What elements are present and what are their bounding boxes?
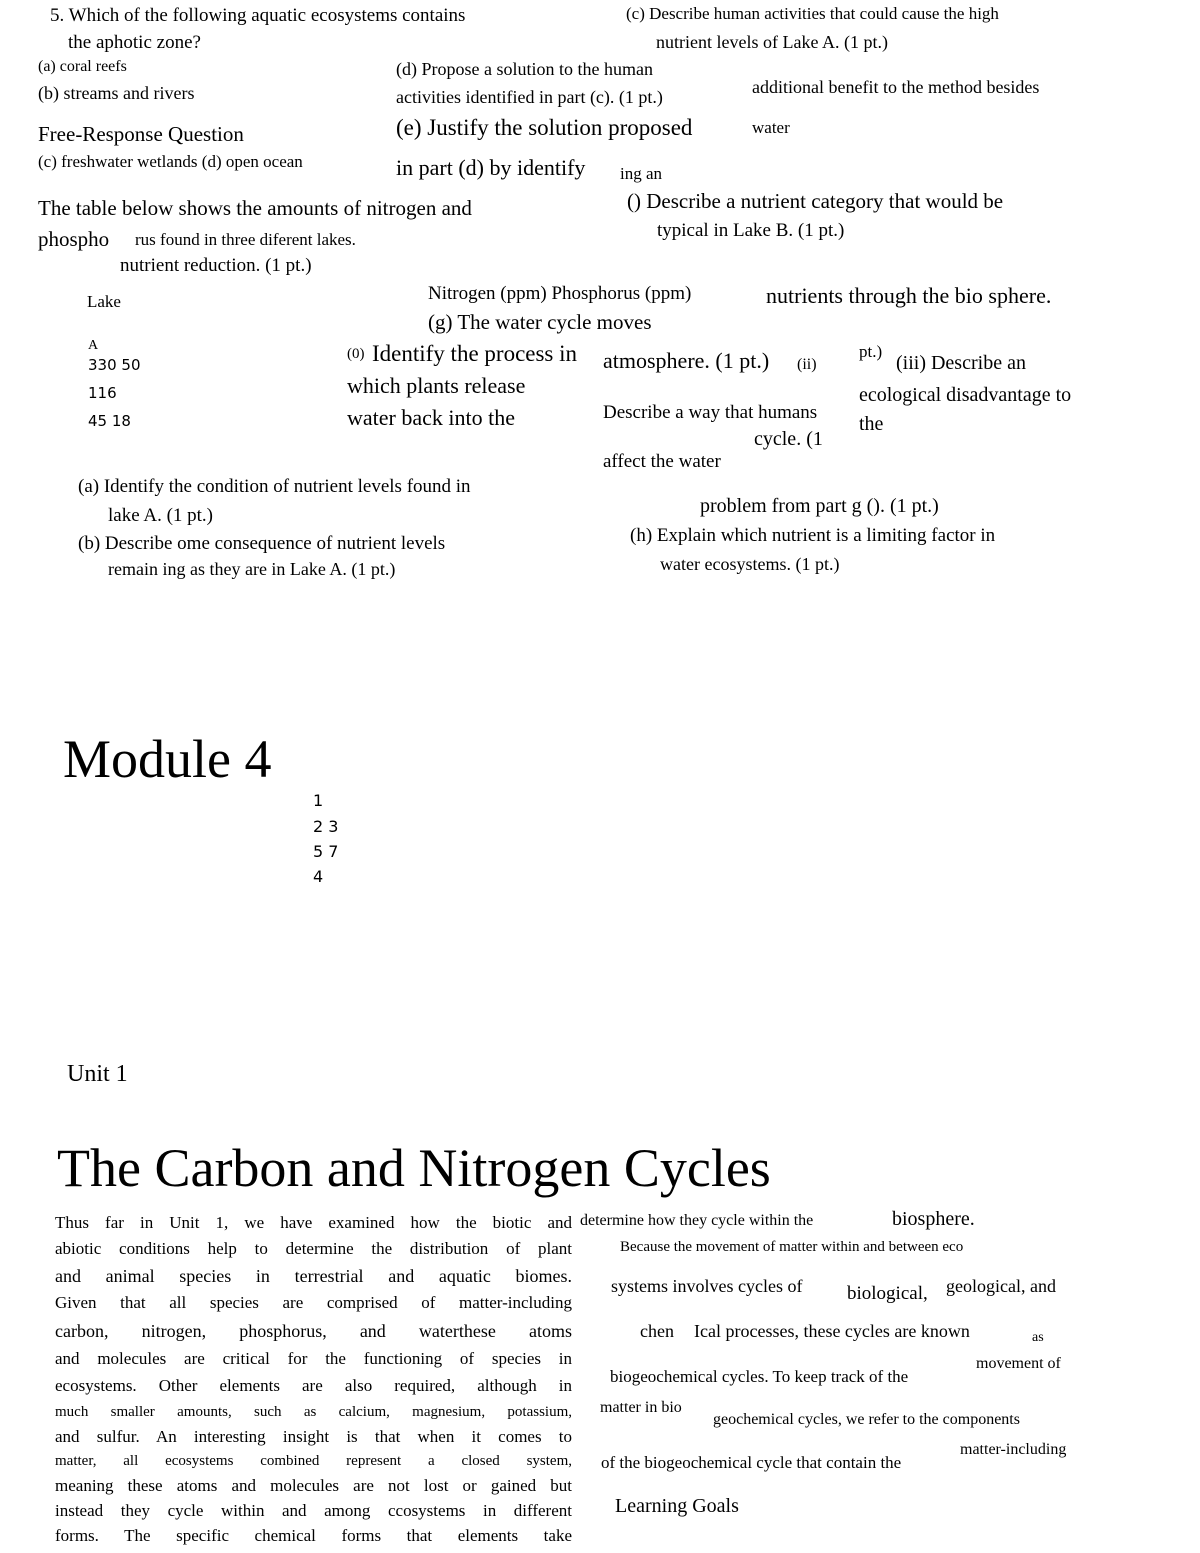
right-line3c: geological, and <box>946 1276 1056 1296</box>
part-g-line1: (g) The water cycle moves <box>428 310 652 334</box>
part-b-line1: (b) Describe ome consequence of nutrient levels <box>78 533 446 554</box>
right-line7a: of the biogeochemical cycle that contain the <box>601 1453 902 1472</box>
right-line4a: chen <box>640 1321 674 1341</box>
right-line3a: systems involves cycles of <box>611 1276 803 1296</box>
intro-line: and molecules are critical for the functioning of species in <box>55 1349 572 1368</box>
unit-label: Unit 1 <box>67 1061 128 1087</box>
intro-line: meaning these atoms and molecules are not lost or gained but <box>55 1476 572 1495</box>
part-g-affect: affect the water <box>603 451 721 472</box>
intro-line: and sulfur. An interesting insight is that when it comes to <box>55 1427 572 1446</box>
part-g-the: the <box>859 413 884 435</box>
right-line6b: geochemical cycles, we refer to the components <box>713 1411 1020 1428</box>
part-g-iii: (iii) Describe an <box>896 352 1026 374</box>
intro-line: matter, all ecosystems combined represent a closed system, <box>55 1453 572 1469</box>
table-intro-line1: The table below shows the amounts of nitrogen and <box>38 196 472 220</box>
table-intro-line2b: rus found in three diferent lakes. <box>135 230 356 249</box>
module-title: Module 4 <box>63 729 272 789</box>
chapter-title: The Carbon and Nitrogen Cycles <box>57 1138 771 1198</box>
table-intro-line2a: phospho <box>38 227 110 251</box>
table-row-a: A <box>88 338 99 353</box>
table-col-lake: Lake <box>87 292 121 311</box>
intro-line: and animal species in terrestrial and aquatic biomes. <box>55 1266 572 1286</box>
part-e-line2-tail: ing an <box>620 164 663 183</box>
table-col-np: Nitrogen (ppm) Phosphorus (ppm) <box>428 283 692 304</box>
right-line4c: as <box>1032 1330 1044 1345</box>
right-line6a: matter in bio <box>600 1399 682 1416</box>
part-g-atmosphere: atmosphere. (1 pt.) <box>603 348 770 373</box>
part-g-i-label: (0) <box>347 346 365 362</box>
question-5-stem-cont: the aphotic zone? <box>68 32 201 53</box>
intro-line: instead they cycle within and among ccosystems in different <box>55 1501 572 1520</box>
right-line5a: biogeochemical cycles. To keep track of the <box>610 1367 909 1386</box>
choice-c-d: (c) freshwater wetlands (d) open ocean <box>38 152 303 171</box>
part-g-i-line3: water back into the <box>347 405 515 430</box>
part-g-i-line1: Identify the process in <box>372 341 578 366</box>
part-e-line2: in part (d) by identify <box>396 155 586 180</box>
intro-line: carbon, nitrogen, phosphorus, and waterthese atoms <box>55 1321 572 1341</box>
table-intro-line3: nutrient reduction. (1 pt.) <box>120 255 312 276</box>
frq-heading: Free-Response Question <box>38 122 244 146</box>
choice-a: (a) coral reefs <box>38 58 127 75</box>
intro-line: ecosystems. Other elements are also required, although in <box>55 1376 572 1395</box>
right-line3b: biological, <box>847 1283 928 1304</box>
part-g-cycle: cycle. (1 <box>754 428 823 450</box>
part-f-line1: () Describe a nutrient category that would be <box>627 189 1004 213</box>
intro-line: abiotic conditions help to determine the distribution of plant <box>55 1239 572 1258</box>
right-line1b: biosphere. <box>892 1208 975 1230</box>
part-f-line2: typical in Lake B. (1 pt.) <box>657 220 845 241</box>
part-e-water: water <box>752 118 790 137</box>
module-number-3: 5 7 <box>313 842 339 861</box>
intro-line: Thus far in Unit 1, we have examined how the biotic and <box>55 1213 572 1232</box>
part-c-line2: nutrient levels of Lake A. (1 pt.) <box>656 32 888 52</box>
choice-b: (b) streams and rivers <box>38 83 195 103</box>
intro-line: Given that all species are comprised of matter-including <box>55 1293 572 1312</box>
part-g-pt: pt.) <box>859 342 883 361</box>
part-h-line1: (h) Explain which nutrient is a limiting factor in <box>630 525 996 546</box>
module-number-2: 2 3 <box>313 817 339 836</box>
part-a-line1: (a) Identify the condition of nutrient levels found in <box>78 476 471 497</box>
part-d-line1: (d) Propose a solution to the human <box>396 59 653 79</box>
question-5-stem: 5. Which of the following aquatic ecosystems contains <box>50 5 466 26</box>
table-row-1: 330 50 <box>88 356 141 374</box>
part-h-line2: water ecosystems. (1 pt.) <box>660 554 840 574</box>
learning-goals-heading: Learning Goals <box>615 1495 739 1517</box>
module-number-1: 1 <box>313 791 324 810</box>
part-g-problem: problem from part g (). (1 pt.) <box>700 495 939 517</box>
part-c-line1: (c) Describe human activities that could cause the high <box>626 4 999 23</box>
table-row-3: 45 18 <box>88 412 131 430</box>
part-b-line2: remain ing as they are in Lake A. (1 pt.) <box>108 559 396 579</box>
intro-line: much smaller amounts, such as calcium, magnesium, potassium, <box>55 1404 572 1420</box>
right-line5b: movement of <box>976 1355 1061 1372</box>
part-d-line2: activities identified in part (c). (1 pt.) <box>396 87 663 107</box>
table-row-2: 116 <box>88 384 117 402</box>
part-g-nutrients: nutrients through the bio sphere. <box>766 283 1052 308</box>
right-line1a: determine how they cycle within the <box>580 1212 814 1229</box>
part-a-line2: lake A. (1 pt.) <box>108 505 214 526</box>
right-line7b: matter-including <box>960 1441 1067 1458</box>
part-e-line1: (e) Justify the solution proposed <box>396 115 693 140</box>
intro-line: forms. The specific chemical forms that elements take <box>55 1526 572 1545</box>
part-g-ii: (ii) <box>797 356 817 373</box>
part-g-i-line2: which plants release <box>347 373 526 398</box>
right-line4b: Ical processes, these cycles are known <box>694 1321 970 1341</box>
part-g-eco: ecological disadvantage to <box>859 384 1072 406</box>
right-line2: Because the movement of matter within and between eco <box>620 1239 964 1255</box>
part-g-describe: Describe a way that humans <box>603 402 818 423</box>
part-e-additional: additional benefit to the method besides <box>752 77 1040 97</box>
module-number-4: 4 <box>313 867 324 886</box>
